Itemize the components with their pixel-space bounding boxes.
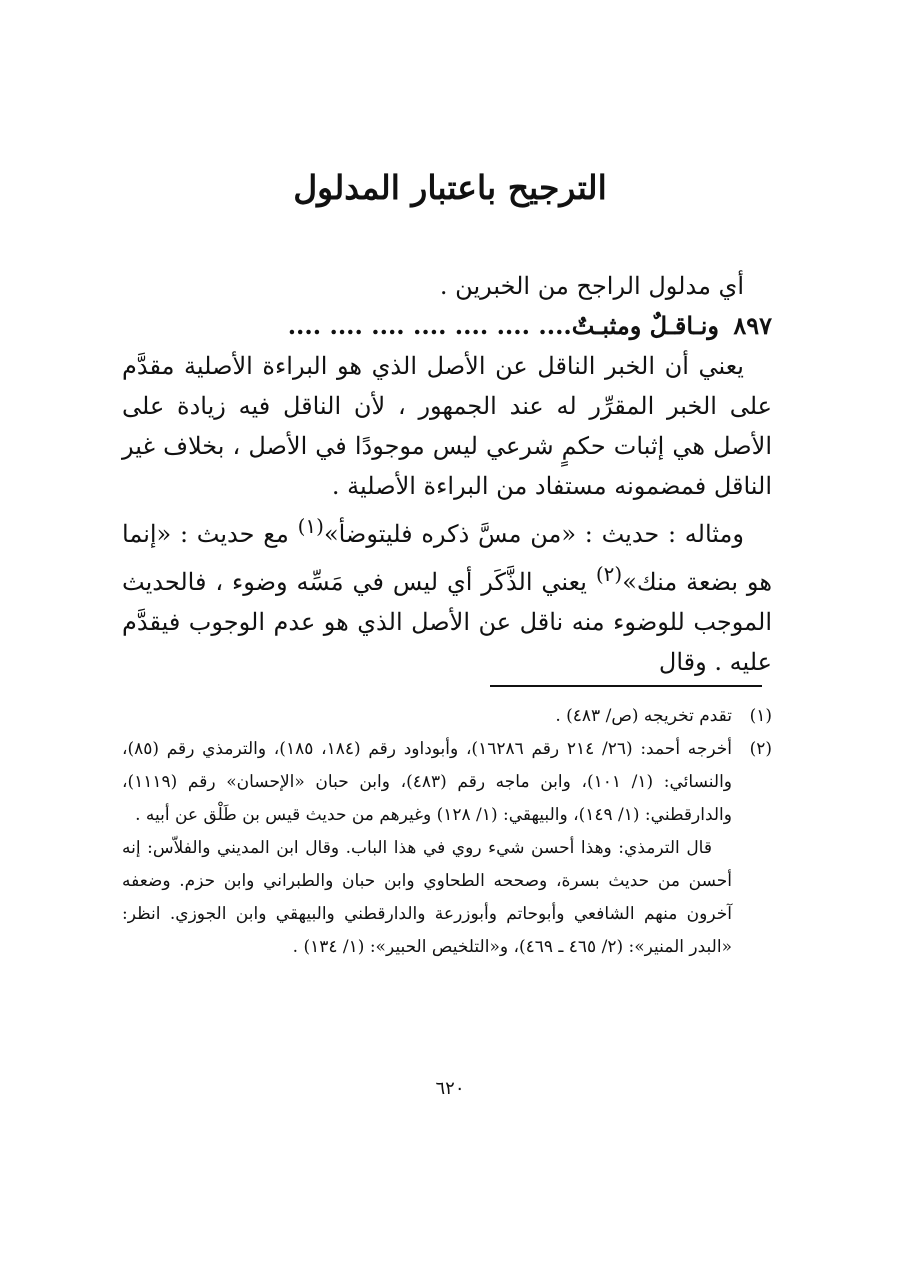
- footnote-text: تقدم تخريجه (ص/ ٤٨٣) .: [555, 706, 732, 726]
- page-title: الترجيح باعتبار المدلول: [293, 168, 607, 207]
- paragraph-2: [122, 506, 772, 682]
- footnote-number: (١): [749, 706, 772, 726]
- footnote-2: [122, 733, 772, 964]
- paragraph-2-rest: يعني الذَّكَر أي ليس في مَسِّه وضوء ، فالحديث الموجب للوضوء منه ناقل عن الأصل الذي هو عدم الوجوب فيقدَّم عليه . وقال: [122, 568, 772, 676]
- footnotes: [122, 700, 772, 964]
- verse-dots: .... .... .... .... .... .... ....: [287, 311, 572, 340]
- footnote-number: (٢): [749, 739, 772, 759]
- footnote-ref-1: (١): [297, 514, 324, 538]
- verse-text: ونـاقـلٌ ومثبـتٌ: [571, 311, 719, 340]
- paragraph-2-mid: مع حديث : «إنما هو بضعة منك»: [122, 520, 772, 596]
- verse-number: ٨٩٧: [733, 311, 772, 340]
- paragraph-2-lead: ومثاله : حديث : «من مسَّ ذكره فليتوضأ»: [323, 520, 744, 548]
- footnote-1: [122, 700, 772, 733]
- page-number: ٦٢٠: [435, 1078, 465, 1099]
- footnote-body: [122, 733, 732, 964]
- footnote-ref-2: (٢): [595, 562, 623, 586]
- footnote-body: [122, 700, 732, 733]
- footnote-text: أخرجه أحمد: (٢٦/ ٢١٤ رقم ١٦٢٨٦)، وأبوداود رقم (١٨٤، ١٨٥)، والترمذي رقم (٨٥)، والنسائي: (١/ ١٠١)، وابن ماجه رقم (٤٨٣)، وابن حبان «الإحسان» رقم (١١١٩)، والدارقطني: (١/ ١٤٩)، والبيهقي: (١/ ١٢٨) وغيرهم من حديث قيس بن طَلْق عن أبيه .: [122, 739, 733, 825]
- paragraph-1: يعني أن الخبر الناقل عن الأصل الذي هو البراءة الأصلية مقدَّم على الخبر المقرِّر له عند الجمهور ، لأن الناقل فيه زيادة على الأصل هي إثبات حكمٍ شرعي ليس موجودًا في الأصل ، بخلاف غير الناقل فمضمونه مستفاد من البراءة الأصلية .: [122, 352, 772, 500]
- verse-line: [122, 306, 772, 346]
- main-text: [122, 266, 772, 682]
- intro-line: أي مدلول الراجح من الخبرين .: [439, 272, 744, 300]
- footnote-text: قال الترمذي: وهذا أحسن شيء روي في هذا الباب. وقال ابن المديني والفلاّس: إنه أحسن من حديث بسرة، وصححه الطحاوي وابن حبان والطبراني وابن حزم. وضعفه آخرون منهم الشافعي وأبوحاتم وأبوزرعة والدارقطني والبيهقي وابن الجوزي. انظر: «البدر المنير»: (٢/ ٤٦٥ ـ ٤٦٩)، و«التلخيص الحبير»: (١/ ١٣٤) .: [122, 838, 732, 957]
- footnote-separator: [490, 685, 762, 687]
